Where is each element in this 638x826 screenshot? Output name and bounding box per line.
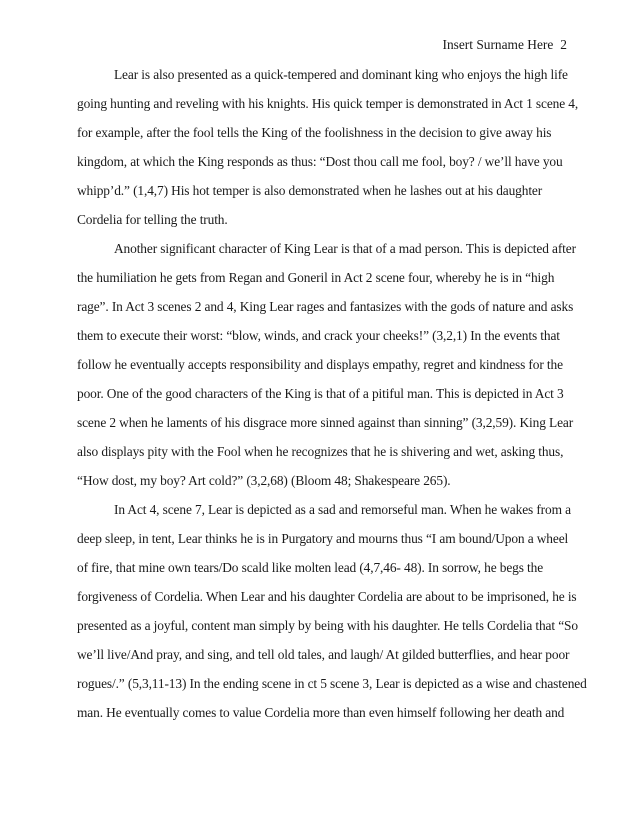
text-line: presented as a joyful, content man simply by being with his daughter. He tells Cordelia that “So	[77, 618, 578, 633]
text-line: them to execute their worst: “blow, winds, and crack your cheeks!” (3,2,1) In the events that	[77, 328, 560, 343]
text-line: going hunting and reveling with his knights. His quick temper is demonstrated in Act 1 scene 4,	[77, 96, 579, 111]
text-line: “How dost, my boy? Art cold?” (3,2,68) (Bloom 48; Shakespeare 265).	[77, 473, 451, 488]
text-line: Cordelia for telling the truth.	[77, 212, 228, 227]
running-header	[442, 36, 567, 54]
text-line: the humiliation he gets from Regan and Goneril in Act 2 scene four, whereby he is in “high	[77, 270, 555, 285]
text-line: also displays pity with the Fool when he recognizes that he is shivering and wet, asking thus,	[77, 444, 564, 459]
paragraph	[77, 501, 587, 733]
text-line: for example, after the fool tells the King of the foolishness in the decision to give away his	[77, 125, 552, 140]
page-number: 2	[560, 37, 567, 52]
text-line: In Act 4, scene 7, Lear is depicted as a sad and remorseful man. When he wakes from a	[114, 502, 571, 517]
text-line: rogues/.” (5,3,11-13) In the ending scene in ct 5 scene 3, Lear is depicted as a wise and chastened	[77, 676, 587, 691]
text-line: kingdom, at which the King responds as thus: “Dost thou call me fool, boy? / we’ll have you	[77, 154, 563, 169]
text-line: Lear is also presented as a quick-tempered and dominant king who enjoys the high life	[114, 67, 568, 82]
text-line: deep sleep, in tent, Lear thinks he is in Purgatory and mourns thus “I am bound/Upon a wheel	[77, 531, 569, 546]
text-line: whipp’d.” (1,4,7) His hot temper is also demonstrated when he lashes out at his daughter	[77, 183, 543, 198]
text-line: poor. One of the good characters of the King is that of a pitiful man. This is depicted in Act 3	[77, 386, 564, 401]
text-line: forgiveness of Cordelia. When Lear and his daughter Cordelia are about to be imprisoned, he is	[77, 589, 577, 604]
text-line: rage”. In Act 3 scenes 2 and 4, King Lear rages and fantasizes with the gods of nature and asks	[77, 299, 574, 314]
text-line: of fire, that mine own tears/Do scald like molten lead (4,7,46- 48). In sorrow, he begs the	[77, 560, 544, 575]
text-line: Another significant character of King Lear is that of a mad person. This is depicted after	[114, 241, 576, 256]
header-surname: Insert Surname Here	[442, 37, 554, 52]
text-line: scene 2 when he laments of his disgrace more sinned against than sinning” (3,2,59). King Lear	[77, 415, 574, 430]
paragraph	[77, 66, 587, 240]
paragraph	[77, 240, 587, 501]
text-line: we’ll live/And pray, and sing, and tell old tales, and laugh/ At gilded butterflies, and hear poor	[77, 647, 570, 662]
document-body	[77, 66, 587, 733]
text-line: follow he eventually accepts responsibility and displays empathy, regret and kindness for the	[77, 357, 563, 372]
text-line: man. He eventually comes to value Cordelia more than even himself following her death and	[77, 705, 565, 720]
